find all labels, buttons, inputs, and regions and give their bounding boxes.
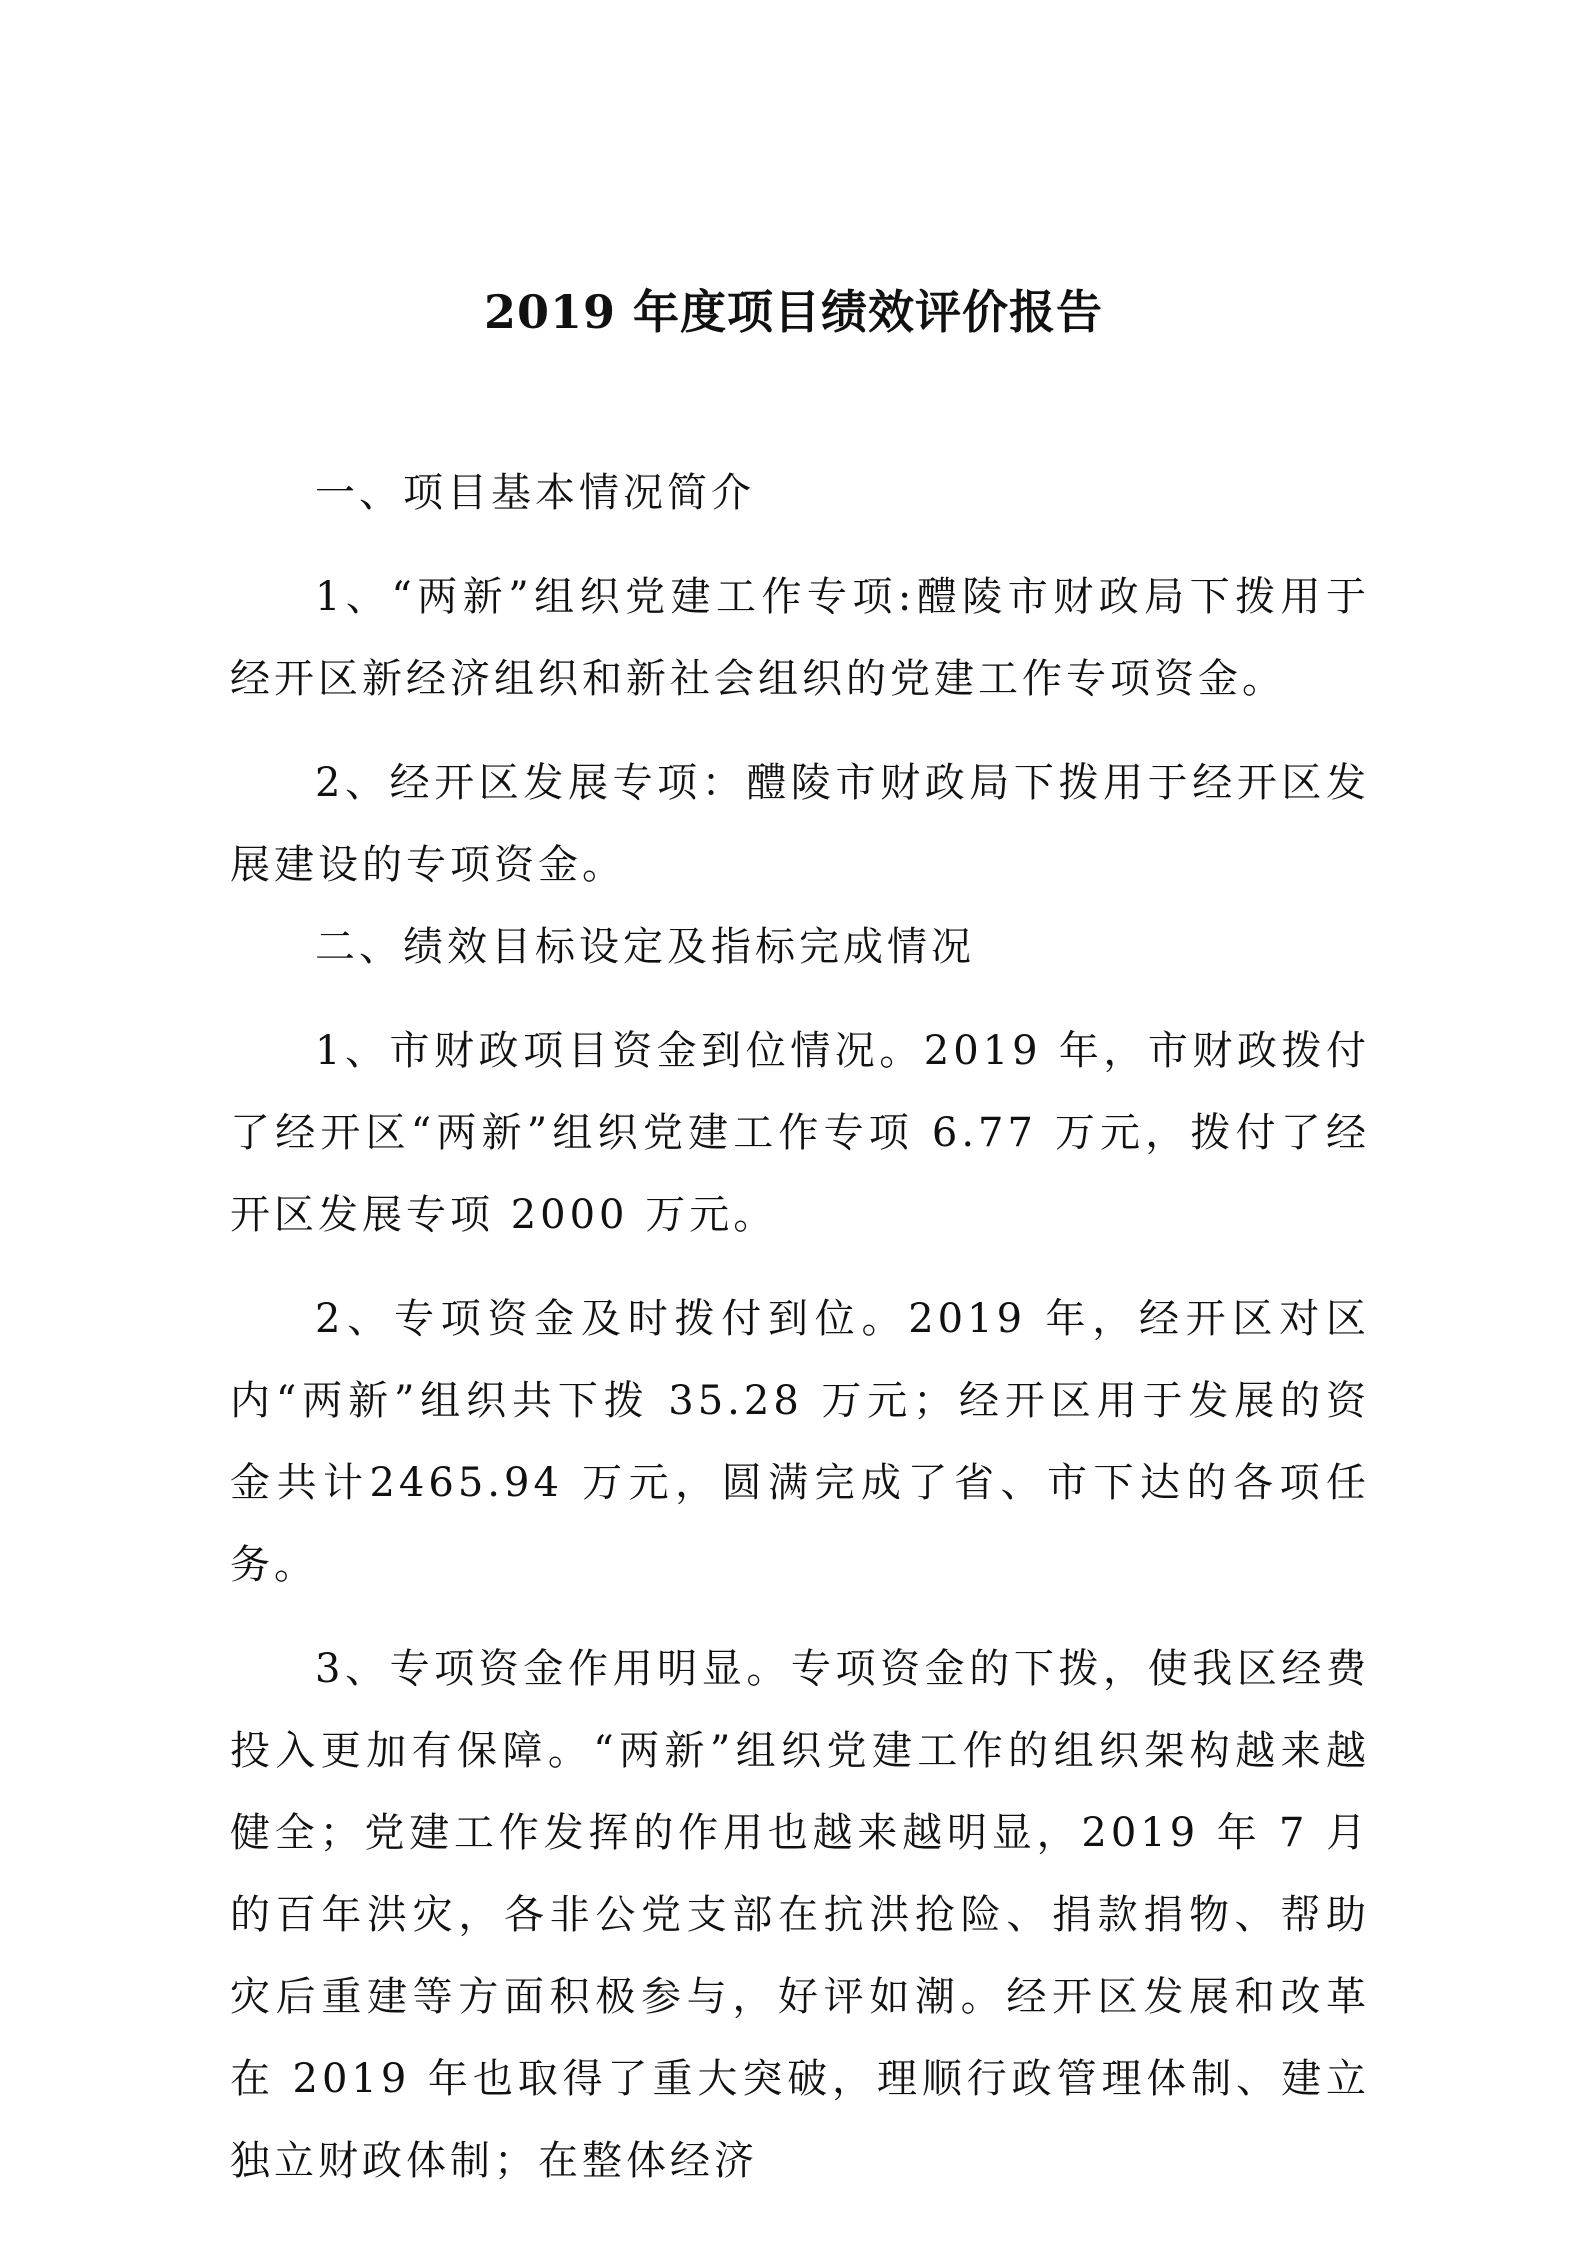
- section-heading-performance-goals: 二、绩效目标设定及指标完成情况: [315, 924, 975, 970]
- report-title: 2019 年度项目绩效评价报告: [483, 285, 1104, 339]
- paragraph-development-project: 2、经开区发展专项：醴陵市财政局下拨用于经开区发展建设的专项资金。: [230, 760, 1370, 888]
- report-body: [230, 452, 1370, 2202]
- paragraph-funds-disbursement: 2、专项资金及时拨付到位。2019 年，经开区对区内“两新”组织共下拨 35.28 万元；经开区用于发展的资金共计2465.94 万元，圆满完成了省、市下达的各项任务。: [230, 1296, 1370, 1588]
- paragraph-party-building-project: 1、“两新”组织党建工作专项:醴陵市财政局下拨用于经开区新经济组织和新社会组织的党建工作专项资金。: [230, 574, 1370, 702]
- paragraph-funds-effect: 3、专项资金作用明显。专项资金的下拨，使我区经费投入更加有保障。“两新”组织党建工作的组织架构越来越健全；党建工作发挥的作用也越来越明显，2019 年 7 月的百年洪灾，各非公党支部在抗洪抢险、捐款捐物、帮助灾后重建等方面积极参与，好评如潮。经开区发展和改革在 2019 年也取得了重大突破，理顺行政管理体制、建立独立财政体制；在整体经济: [230, 1646, 1370, 2184]
- paragraph-funds-arrival: 1、市财政项目资金到位情况。2019 年，市财政拨付了经开区“两新”组织党建工作专项 6.77 万元，拨付了经开区发展专项 2000 万元。: [230, 1028, 1370, 1238]
- section-heading-basic-info: 一、项目基本情况简介: [315, 470, 755, 516]
